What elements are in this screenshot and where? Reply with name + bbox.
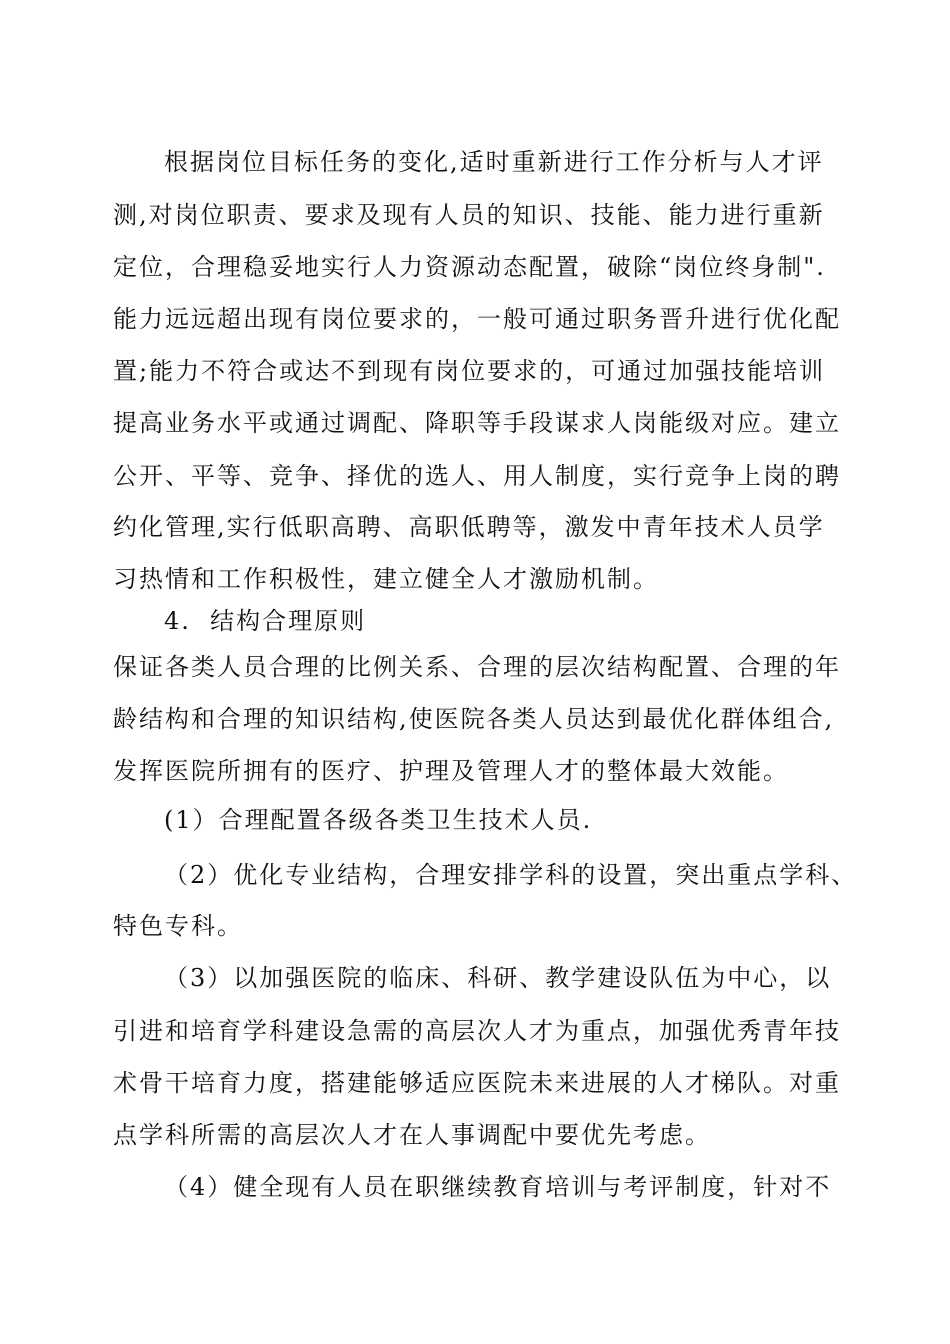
- text-line-11: 保证各类人员合理的比例关系、合理的层次结构配置、合理的年: [113, 653, 841, 681]
- list-item-4: （4）健全现有人员在职继续教育培训与考评制度，针对不: [164, 1173, 832, 1201]
- text-line-16: 特色专科。: [113, 912, 243, 940]
- text-line-1: 根据岗位目标任务的变化,适时重新进行工作分析与人才评: [164, 148, 824, 176]
- text-line-13: 发挥医院所拥有的医疗、护理及管理人才的整体最大效能。: [113, 757, 789, 785]
- text-line-6: 提高业务水平或通过调配、降职等手段谋求人岗能级对应。建立: [113, 409, 841, 437]
- text-line-8: 约化管理,实行低职高聘、高职低聘等，激发中青年技术人员学: [113, 513, 825, 541]
- text-line-4: 能力远远超出现有岗位要求的，一般可通过职务晋升进行优化配: [113, 305, 841, 333]
- text-line-19: 术骨干培育力度，搭建能够适应医院未来进展的人才梯队。对重: [113, 1069, 841, 1097]
- list-item-1: (1）合理配置各级各类卫生技术人员.: [164, 806, 593, 834]
- section-heading: 4. 结构合理原则: [164, 607, 367, 635]
- text-line-20: 点学科所需的高层次人才在人事调配中要优先考虑。: [113, 1121, 711, 1149]
- text-line-18: 引进和培育学科建设急需的高层次人才为重点，加强优秀青年技: [113, 1017, 841, 1045]
- text-line-9: 习热情和工作积极性，建立健全人才激励机制。: [113, 565, 659, 593]
- text-line-5: 置;能力不符合或达不到现有岗位要求的，可通过加强技能培训: [113, 357, 826, 385]
- list-item-2: （2）优化专业结构，合理安排学科的设置，突出重点学科、: [164, 861, 858, 889]
- text-line-12: 龄结构和合理的知识结构,使医院各类人员达到最优化群体组合,: [113, 705, 835, 733]
- text-line-7: 公开、平等、竞争、择优的选人、用人制度，实行竞争上岗的聘: [113, 462, 841, 490]
- text-line-2: 测,对岗位职责、要求及现有人员的知识、技能、能力进行重新: [113, 201, 825, 229]
- list-item-3: （3）以加强医院的临床、科研、教学建设队伍为中心，以: [164, 964, 832, 992]
- text-line-3: 定位，合理稳妥地实行人力资源动态配置，破除“岗位终身制".: [113, 253, 826, 281]
